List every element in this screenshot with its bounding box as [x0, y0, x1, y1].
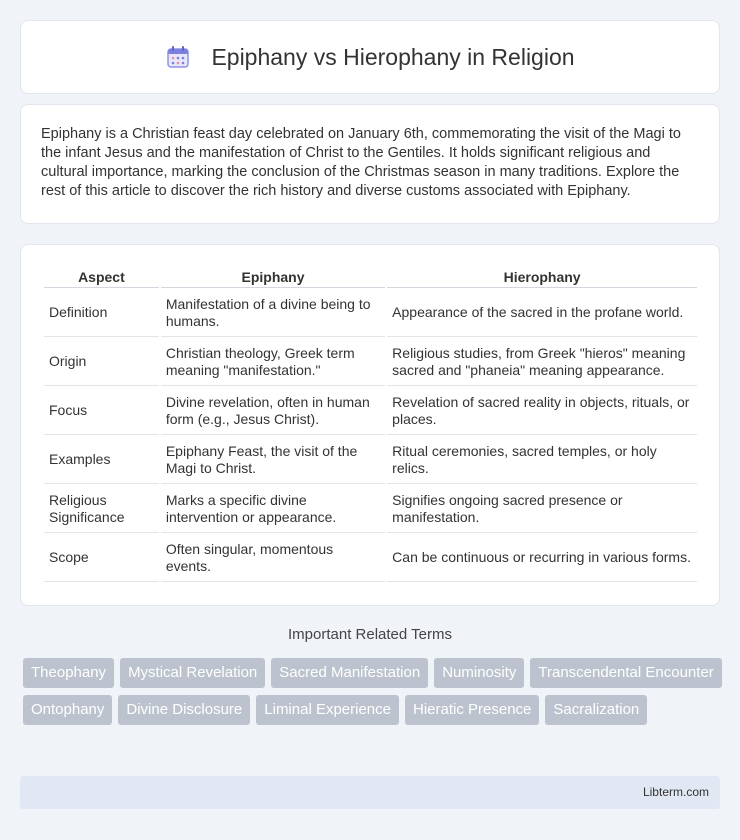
related-term-tag[interactable]: Hieratic Presence: [405, 695, 539, 725]
header-aspect: Aspect: [44, 267, 159, 288]
cell-hierophany: Can be continuous or recurring in various forms.: [387, 535, 697, 582]
cell-hierophany: Appearance of the sacred in the profane world.: [387, 290, 697, 337]
cell-aspect: Scope: [44, 535, 159, 582]
intro-text: Epiphany is a Christian feast day celebrated on January 6th, commemorating the visit of the Magi to the infant Jesus and the manifestation of Christ to the Gentiles. It holds significant religious and cultural importance, marking the conclusion of the Christmas season in many traditions. Explore the rest of this article to discover the rich history and diverse customs associated with Epiphany.: [41, 126, 681, 199]
cell-epiphany: Manifestation of a divine being to humans.: [161, 290, 385, 337]
page-title: Epiphany vs Hierophany in Religion: [211, 43, 575, 70]
comparison-table: [42, 265, 699, 584]
cell-epiphany: Christian theology, Greek term meaning "manifestation.": [161, 339, 385, 386]
table-row: [44, 535, 697, 582]
cell-epiphany: Often singular, momentous events.: [161, 535, 385, 582]
cell-epiphany: Epiphany Feast, the visit of the Magi to Christ.: [161, 437, 385, 484]
related-term-tag[interactable]: Sacred Manifestation: [271, 658, 428, 688]
footer-site-link[interactable]: Libterm.com: [642, 785, 709, 799]
table-row: [44, 339, 697, 386]
table-row: [44, 388, 697, 435]
cell-aspect: Examples: [44, 437, 159, 484]
table-header-row: [44, 267, 697, 288]
related-term-tag[interactable]: Liminal Experience: [256, 695, 399, 725]
cell-aspect: Religious Significance: [44, 486, 159, 533]
related-terms-list: [23, 658, 723, 725]
cell-epiphany: Divine revelation, often in human form (e.g., Jesus Christ).: [161, 388, 385, 435]
calendar-icon: [165, 44, 191, 70]
cell-aspect: Origin: [44, 339, 159, 386]
cell-epiphany: Marks a specific divine intervention or appearance.: [161, 486, 385, 533]
table-row: [44, 290, 697, 337]
cell-aspect: Definition: [44, 290, 159, 337]
intro-card: [20, 104, 720, 224]
comparison-card: [20, 244, 720, 606]
related-term-tag[interactable]: Sacralization: [545, 695, 647, 725]
cell-hierophany: Signifies ongoing sacred presence or manifestation.: [387, 486, 697, 533]
cell-hierophany: Ritual ceremonies, sacred temples, or holy relics.: [387, 437, 697, 484]
table-row: [44, 486, 697, 533]
related-term-tag[interactable]: Transcendental Encounter: [530, 658, 721, 688]
related-term-tag[interactable]: Divine Disclosure: [118, 695, 250, 725]
cell-aspect: Focus: [44, 388, 159, 435]
related-term-tag[interactable]: Numinosity: [434, 658, 524, 688]
cell-hierophany: Religious studies, from Greek "hieros" meaning sacred and "phaneia" meaning appearance.: [387, 339, 697, 386]
related-terms-title: Important Related Terms: [288, 626, 452, 643]
header-card: [20, 20, 720, 94]
header-epiphany: Epiphany: [161, 267, 385, 288]
related-term-tag[interactable]: Theophany: [23, 658, 114, 688]
related-term-tag[interactable]: Ontophany: [23, 695, 112, 725]
footer: [20, 776, 720, 809]
related-term-tag[interactable]: Mystical Revelation: [120, 658, 265, 688]
header-hierophany: Hierophany: [387, 267, 697, 288]
cell-hierophany: Revelation of sacred reality in objects, rituals, or places.: [387, 388, 697, 435]
table-row: [44, 437, 697, 484]
